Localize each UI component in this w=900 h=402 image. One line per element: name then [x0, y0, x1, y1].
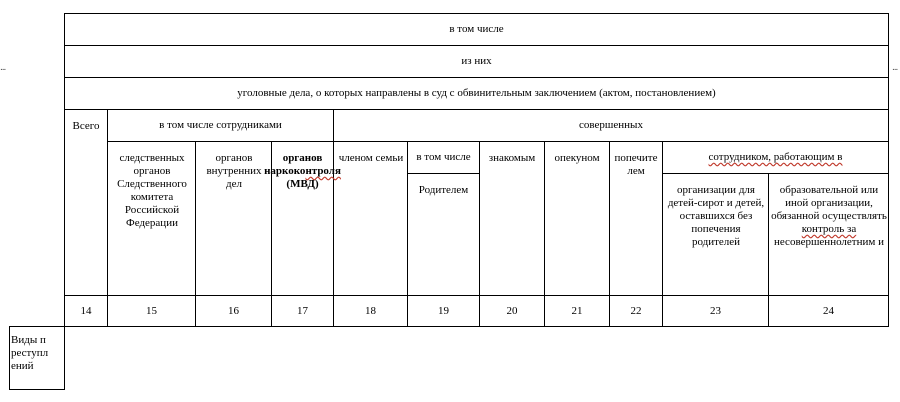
grid-line — [333, 109, 334, 327]
header-criminal-cases: уголовные дела, о которых направлены в суд с обвинительным заключением (актом, постановлением) — [237, 87, 716, 99]
left-leader-dots: ... — [0, 62, 6, 73]
header-investigative-committee: следственных органов Следственного комитета Российской Федерации — [117, 152, 187, 229]
header-including: в том числе — [449, 23, 504, 35]
column-number: 23 — [710, 304, 721, 317]
header-committed: совершенных — [579, 119, 643, 131]
edu-org-label: образовательной или иной организации, обязанной осуществлять контроль за несовершеннолетним и — [771, 184, 887, 248]
column-number: 18 — [365, 304, 376, 317]
header-employee: сотрудником, работающим в — [708, 151, 843, 163]
header-parent: Родителем — [418, 184, 469, 196]
table-border-right — [888, 13, 889, 327]
column-number: 24 — [823, 304, 834, 317]
grid-line — [9, 389, 65, 390]
header-trustee: попечителем — [614, 152, 658, 177]
header-by-officers: в том числе сотрудниками — [159, 119, 282, 131]
drug-control-label: органов наркоконтроля (МВД) — [264, 152, 341, 190]
header-of-them: из них — [461, 55, 492, 67]
header-including-sub: в том числе — [416, 151, 471, 163]
header-acquaintance: знакомым — [488, 152, 536, 164]
column-number: 21 — [571, 304, 583, 317]
grid-line — [9, 326, 10, 390]
column-number: 19 — [438, 304, 449, 317]
column-number: 14 — [80, 304, 92, 317]
header-family-member: членом семьи — [338, 152, 404, 164]
column-number: 20 — [506, 304, 518, 317]
right-leader-dots: ... — [892, 62, 898, 73]
table-border-bottom — [64, 326, 889, 327]
grid-line — [9, 326, 65, 327]
header-total: Всего — [72, 120, 100, 132]
header-internal-affairs: органов внутренних дел — [206, 152, 262, 190]
column-number: 15 — [146, 304, 157, 317]
header-orphan-org: организации для детей-сирот и детей, оставшихся без попечения родителей — [667, 184, 765, 248]
grid-line — [107, 109, 108, 327]
column-number: 22 — [630, 304, 642, 317]
column-number: 16 — [228, 304, 239, 317]
header-drug-control — [264, 142, 341, 295]
header-edu-org — [771, 174, 887, 295]
row-label-crime-types: Виды преступлений — [11, 334, 49, 372]
header-guardian: опекуном — [554, 152, 600, 164]
column-number: 17 — [297, 304, 308, 317]
